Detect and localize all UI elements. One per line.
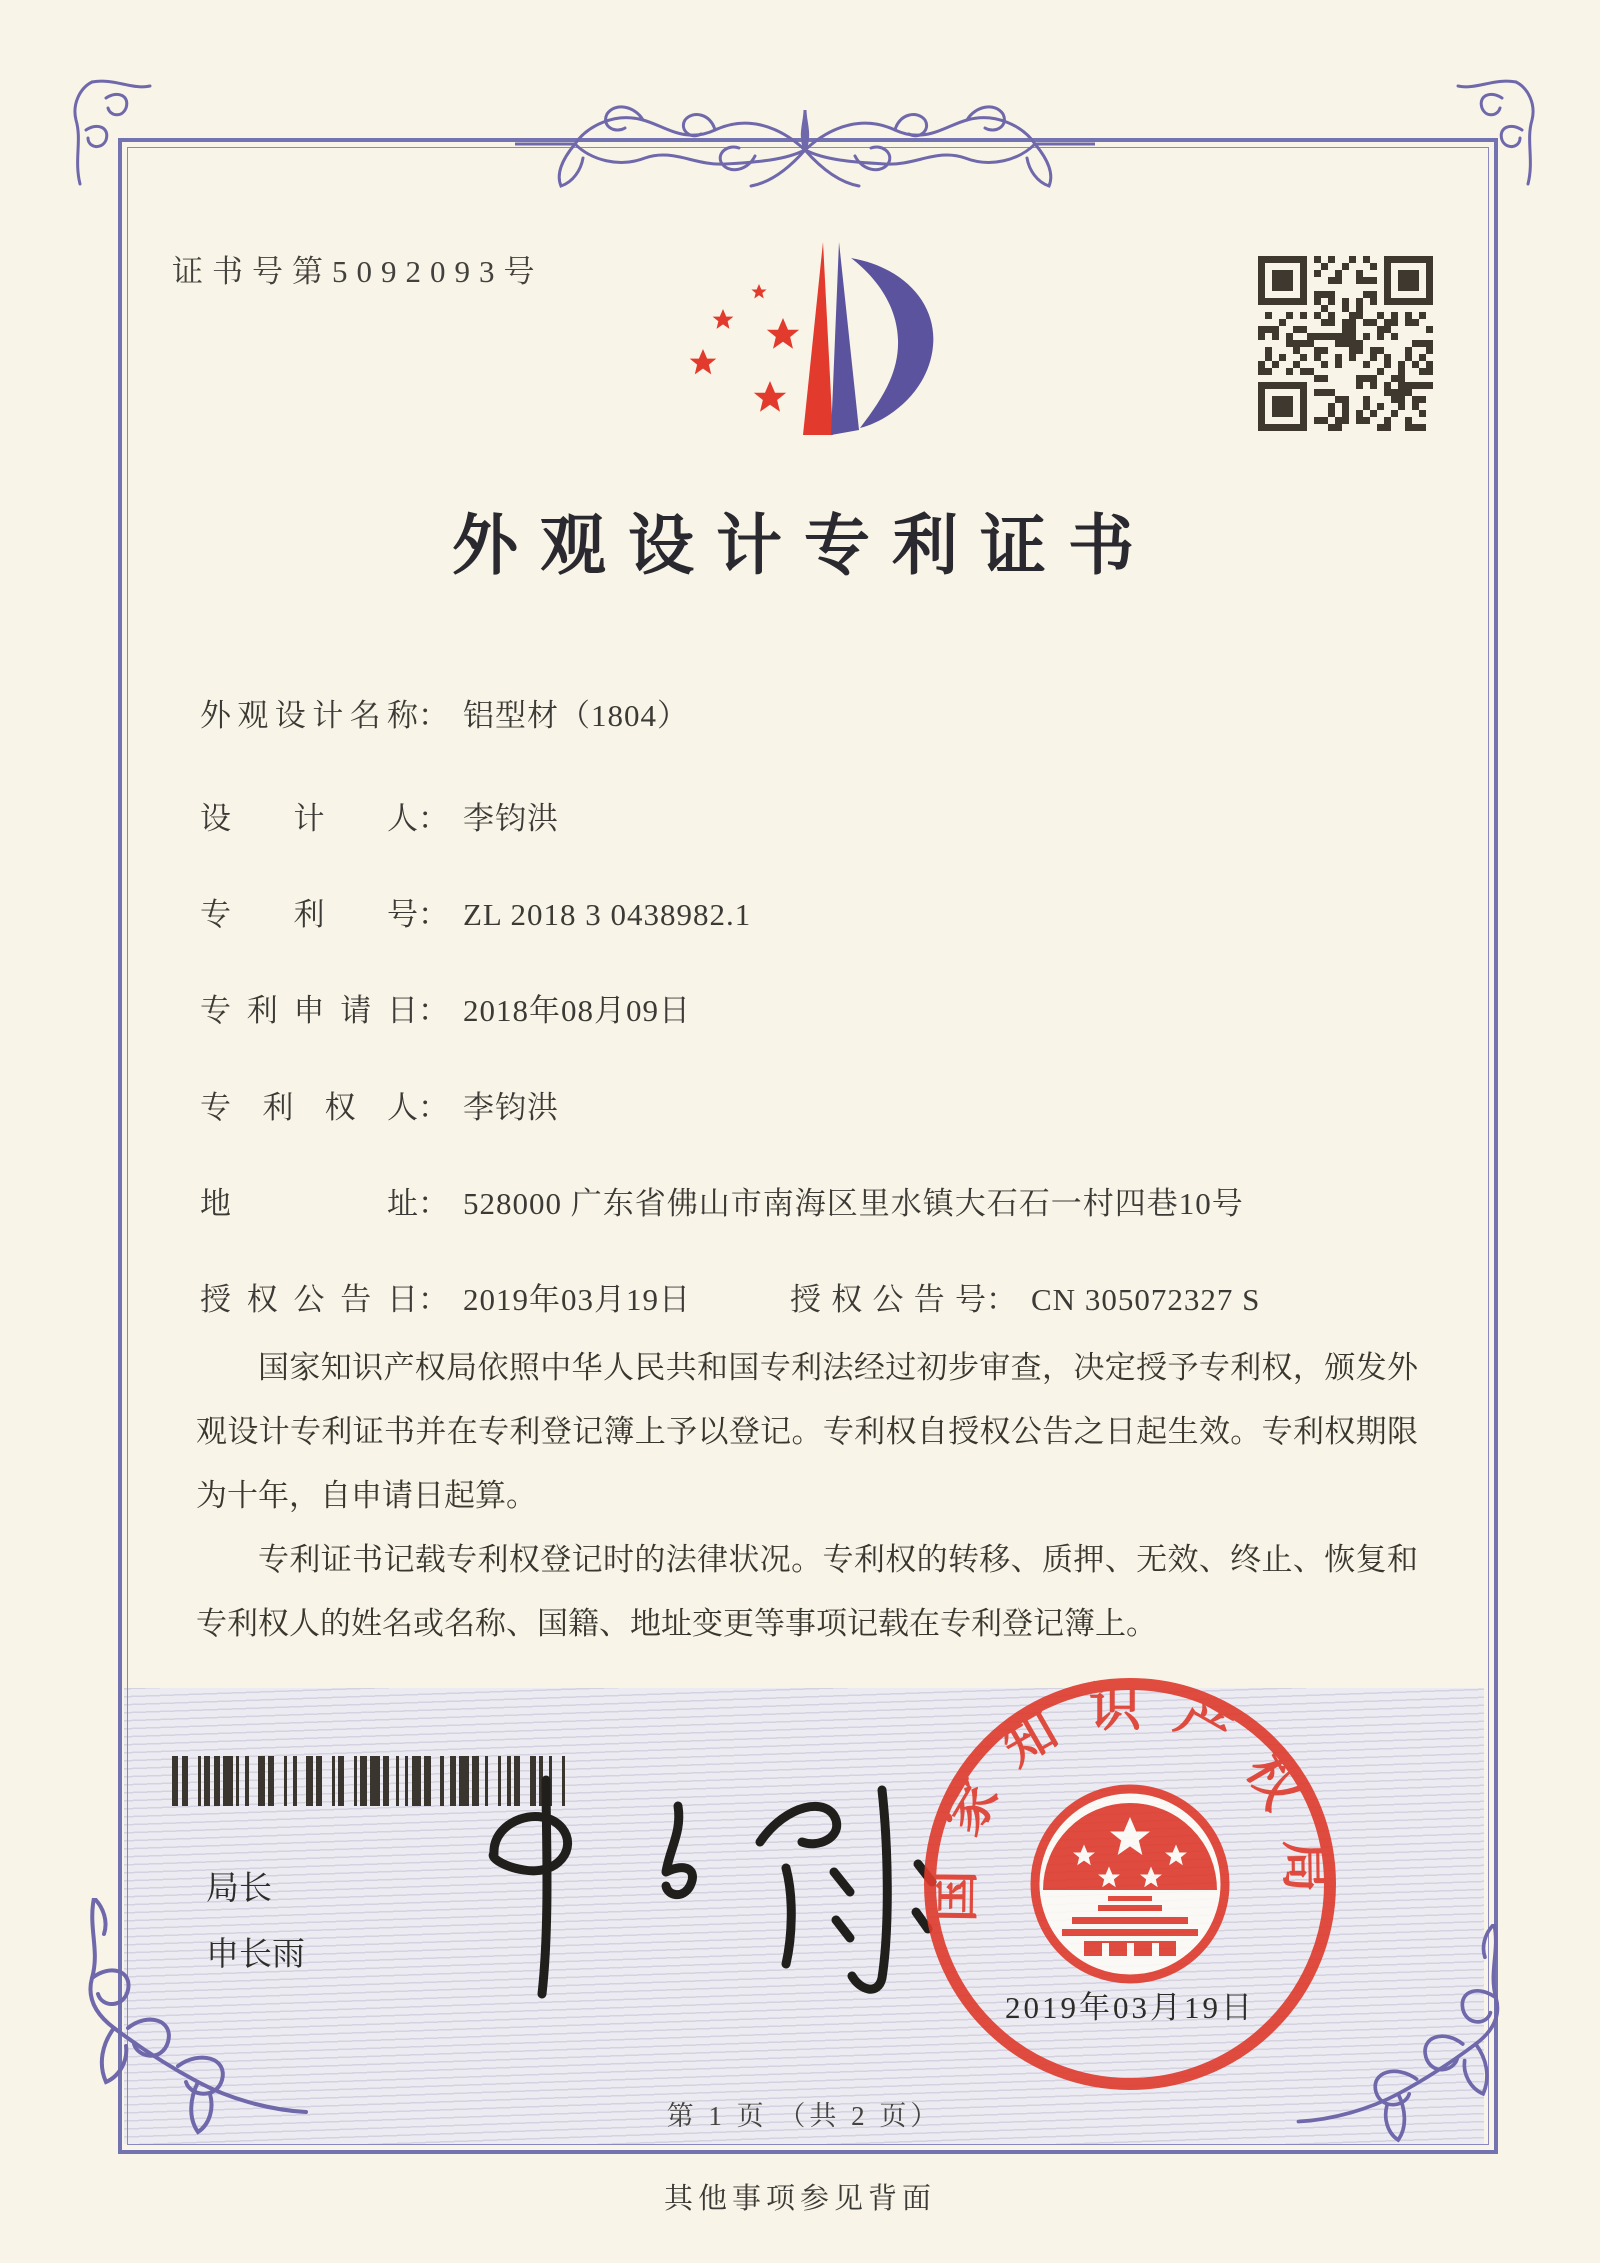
legal-body-text bbox=[196, 1336, 1418, 1656]
field-value: 李钧洪 bbox=[463, 801, 559, 836]
field-grant-date: 授权公告日： 2019年03月19日 授权公告号： CN 305072327 S bbox=[200, 1274, 691, 1319]
legal-paragraph-2: 专利证书记载专利权登记时的法律状况。专利权的转移、质押、无效、终止、恢复和专利权人的姓名或名称、国籍、地址变更等事项记载在专利登记簿上。 bbox=[196, 1542, 1418, 1641]
field-value: 李钧洪 bbox=[463, 1090, 559, 1125]
director-signature-icon bbox=[430, 1772, 970, 2022]
field-patent-number: 专利号： ZL 2018 3 0438982.1 bbox=[200, 889, 751, 934]
field-value: ZL 2018 3 0438982.1 bbox=[463, 897, 752, 932]
field-grant-number: 授权公告号： CN 305072327 S bbox=[790, 1274, 1260, 1319]
field-value: 2019年03月19日 bbox=[463, 1282, 691, 1317]
field-value: 2018年08月09日 bbox=[463, 993, 691, 1028]
certificate-number: 证书号第5092093号 bbox=[172, 254, 544, 289]
field-label: 专利号 bbox=[200, 897, 418, 932]
seal-ring-text: 国家知识产权局 bbox=[926, 1680, 1334, 1923]
field-label: 设计人 bbox=[200, 801, 418, 836]
director-block bbox=[206, 1856, 305, 1988]
cnipa-seal-icon bbox=[918, 1672, 1342, 2096]
field-value: 铝型材（1804） bbox=[463, 698, 689, 733]
legal-paragraph-1: 国家知识产权局依照中华人民共和国专利法经过初步审查，决定授予专利权，颁发外观设计专利证书并在专利登记簿上予以登记。专利权自授权公告之日起生效。专利权期限为十年，自申请日起算。 bbox=[196, 1350, 1418, 1513]
director-title: 局长 bbox=[206, 1871, 272, 1907]
field-label: 专利权人 bbox=[200, 1090, 418, 1125]
page-indicator: 第 1 页 （共 2 页） bbox=[666, 2101, 942, 2131]
field-label: 地址 bbox=[200, 1186, 418, 1221]
director-name: 申长雨 bbox=[206, 1937, 305, 1973]
national-emblem bbox=[1035, 1789, 1225, 1979]
qr-code-icon bbox=[1258, 256, 1436, 434]
back-side-note: 其他事项参见背面 bbox=[663, 2183, 936, 2215]
field-label: 授权公告日 bbox=[200, 1282, 418, 1317]
field-value: 528000 广东省佛山市南海区里水镇大石石一村四巷10号 bbox=[463, 1186, 1244, 1221]
field-label: 专利申请日 bbox=[200, 993, 418, 1028]
field-label: 授权公告号 bbox=[790, 1282, 986, 1317]
field-patentee: 专利权人： 李钧洪 bbox=[200, 1082, 559, 1127]
field-filing-date: 专利申请日： 2018年08月09日 bbox=[200, 985, 691, 1030]
field-value: CN 305072327 S bbox=[1031, 1282, 1261, 1317]
field-label: 外观设计名称 bbox=[200, 698, 418, 733]
seal-date: 2019年03月19日 bbox=[1005, 1990, 1255, 2025]
field-address: 地址： 528000 广东省佛山市南海区里水镇大石石一村四巷10号 bbox=[200, 1178, 1244, 1223]
field-design-name: 外观设计名称： 铝型材（1804） bbox=[200, 690, 689, 735]
field-designer: 设计人： 李钧洪 bbox=[200, 793, 559, 838]
cnipa-logo-icon bbox=[655, 230, 955, 465]
certificate-title: 外观设计专利证书 bbox=[452, 510, 1156, 583]
